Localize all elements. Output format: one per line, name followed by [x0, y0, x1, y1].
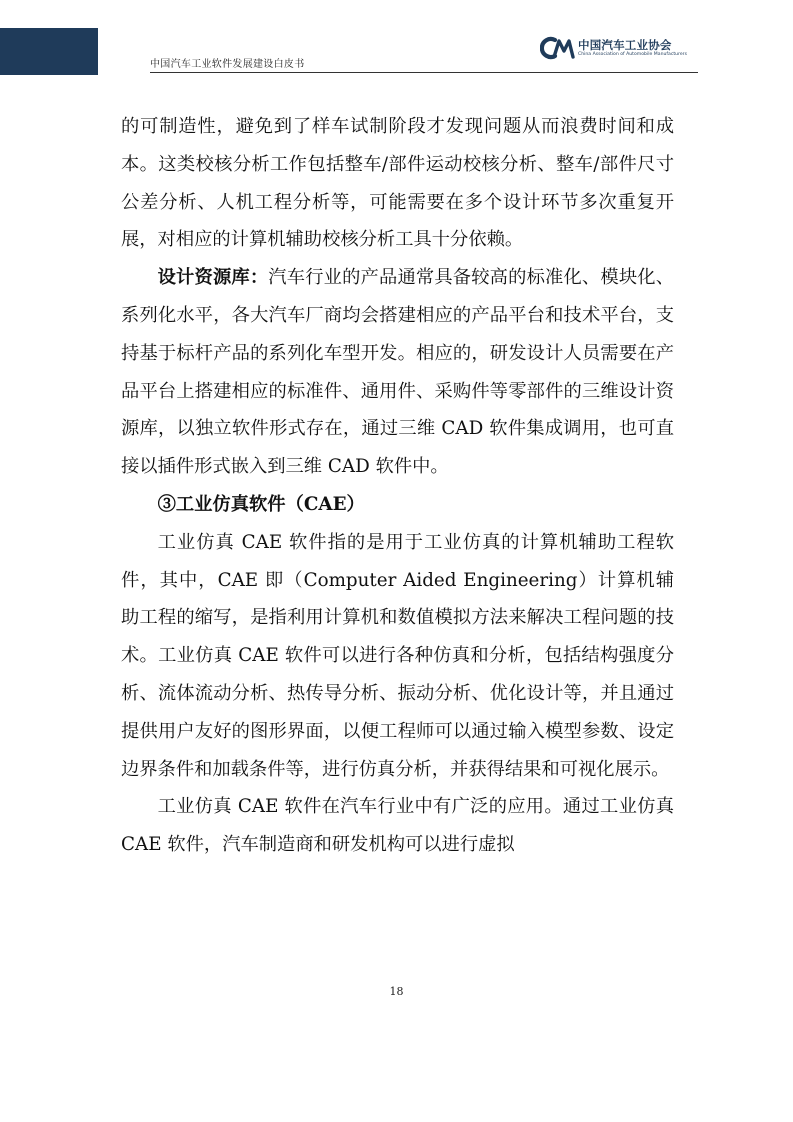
page-number: 18 — [389, 985, 404, 998]
running-header-title: 中国汽车工业软件发展建设白皮书 — [150, 59, 305, 70]
header-divider — [150, 72, 698, 73]
paragraph-lead-term: 设计资源库： — [157, 267, 269, 289]
paragraph-cae-definition: 工业仿真 CAE 软件指的是用于工业仿真的计算机辅助工程软件，其中，CAE 即（Computer Aided Engineering）计算机辅助工程的缩写，是指利用计算机和数值模拟方法来解决工程问题的技术。工业仿真 CAE 软件可以进行各种仿真和分析，包括结构强度分析、流体流动分析、热传导分析、振动分析、优化设计等，并且通过提供用户友好的图形界面，以便工程师可以通过输入模型参数、设定边界条件和加载条件等，进行仿真分析，并获得结果和可视化展示。 — [121, 531, 674, 780]
paragraph-cae-applications: 工业仿真 CAE 软件在汽车行业中有广泛的应用。通过工业仿真 CAE 软件，汽车制造商和研发机构可以进行虚拟 — [121, 796, 674, 856]
page-body — [121, 108, 674, 864]
caam-logo — [540, 36, 700, 62]
caam-logo-icon — [540, 36, 576, 60]
paragraph-manufacturability: 的可制造性，避免到了样车试制阶段才发现问题从而浪费时间和成本。这类校核分析工作包括整车/部件运动校核分析、整车/部件尺寸公差分析、人机工程分析等，可能需要在多个设计环节多次重复开展，对相应的计算机辅助校核分析工具十分依赖。 — [121, 116, 674, 251]
section-heading-cae: ③工业仿真软件（CAE） — [157, 493, 365, 515]
logo-chinese-name: 中国汽车工业协会 — [578, 38, 672, 52]
paragraph-design-library — [121, 259, 674, 486]
logo-english-name: China Association of Automobile Manufacturers — [578, 52, 687, 57]
header-corner-bar — [0, 28, 98, 75]
paragraph-design-library-text: 汽车行业的产品通常具备较高的标准化、模块化、系列化水平，各大汽车厂商均会搭建相应的产品平台和技术平台，支持基于标杆产品的系列化车型开发。相应的，研发设计人员需要在产品平台上搭建相应的标准件、通用件、采购件等零部件的三维设计资源库，以独立软件形式存在，通过三维 CAD 软件集成调用，也可直接以插件形式嵌入到三维 CAD 软件中。 — [121, 267, 675, 478]
